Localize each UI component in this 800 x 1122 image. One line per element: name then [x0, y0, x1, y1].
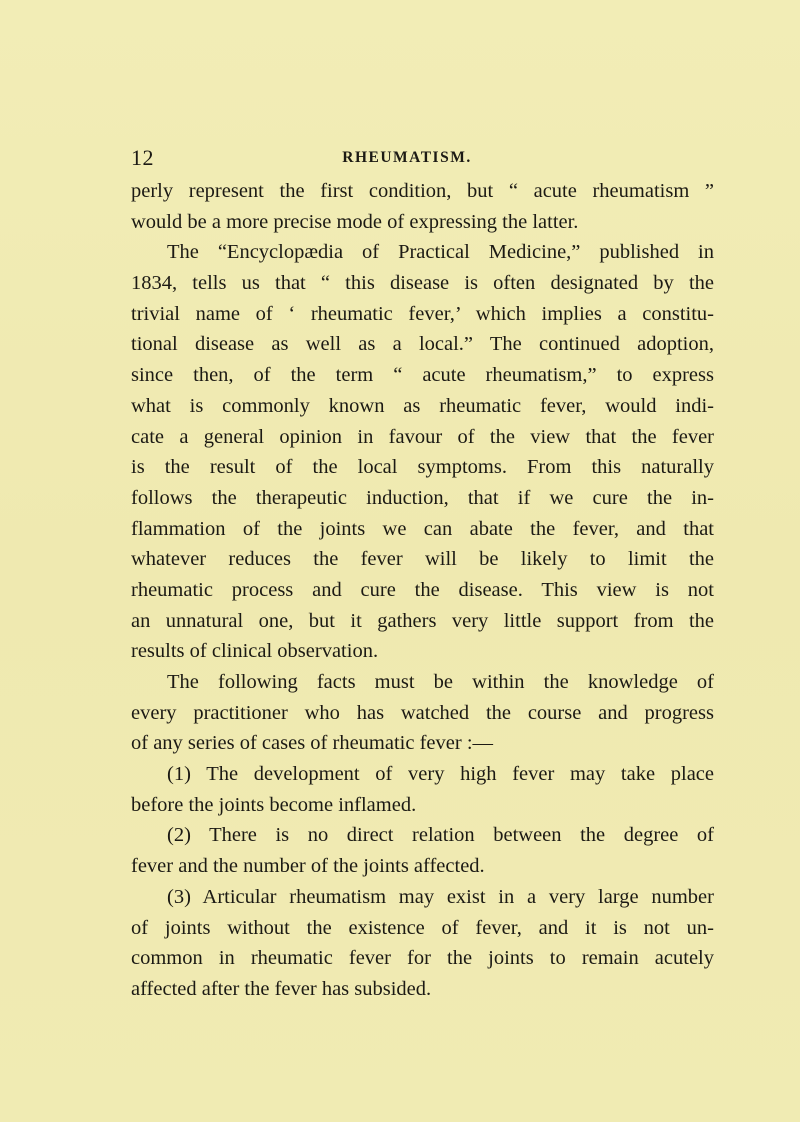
- text-line: The “Encyclopædia of Practical Medicine,” published in: [167, 241, 714, 264]
- text-line: perly represent the first condition, but “ acute rheumatism ”: [131, 180, 714, 202]
- text-line: an unnatural one, but it gathers very little support from the: [131, 609, 714, 632]
- text-line: every practitioner who has watched the course and progress: [131, 701, 714, 724]
- text-line: affected after the fever has subsided.: [131, 977, 432, 1000]
- text-line: common in rheumatic fever for the joints to remain acutely: [131, 947, 714, 970]
- text-line: since then, of the term “ acute rheumatism,” to express: [131, 364, 714, 387]
- page-number: 12: [131, 145, 154, 170]
- text-line: (3) Articular rheumatism may exist in a very large number: [167, 885, 714, 908]
- text-line: flammation of the joints we can abate the fever, and that: [131, 517, 714, 540]
- page-header: [0, 145, 800, 175]
- text-line: what is commonly known as rheumatic fever, would indi-: [131, 394, 714, 417]
- text-line: whatever reduces the fever will be likely to limit the: [131, 548, 714, 571]
- text-line: tional disease as well as a local.” The continued adoption,: [131, 333, 714, 356]
- text-line: of joints without the existence of fever, and it is not un-: [131, 916, 714, 939]
- running-head: RHEUMATISM.: [342, 149, 472, 166]
- text-line: cate a general opinion in favour of the view that the fever: [131, 425, 714, 448]
- text-line: (1) The development of very high fever may take place: [167, 763, 714, 786]
- text-line: is the result of the local symptoms. From this naturally: [131, 456, 714, 479]
- text-line: would be a more precise mode of expressing the latter.: [131, 210, 579, 233]
- body-text: [131, 176, 714, 1005]
- text-line: 1834, tells us that “ this disease is often designated by the: [131, 272, 714, 295]
- text-line: The following facts must be within the knowledge of: [167, 671, 714, 693]
- text-line: trivial name of ‘ rheumatic fever,’ which implies a constitu-: [131, 302, 714, 325]
- text-line: (2) There is no direct relation between the degree of: [167, 824, 714, 847]
- text-line: rheumatic process and cure the disease. This view is not: [131, 578, 714, 601]
- text-line: of any series of cases of rheumatic fever :—: [131, 732, 494, 755]
- text-line: follows the therapeutic induction, that if we cure the in-: [131, 486, 714, 509]
- text-line: results of clinical observation.: [131, 640, 379, 663]
- text-line: fever and the number of the joints affected.: [131, 855, 485, 878]
- text-line: before the joints become inflamed.: [131, 793, 417, 816]
